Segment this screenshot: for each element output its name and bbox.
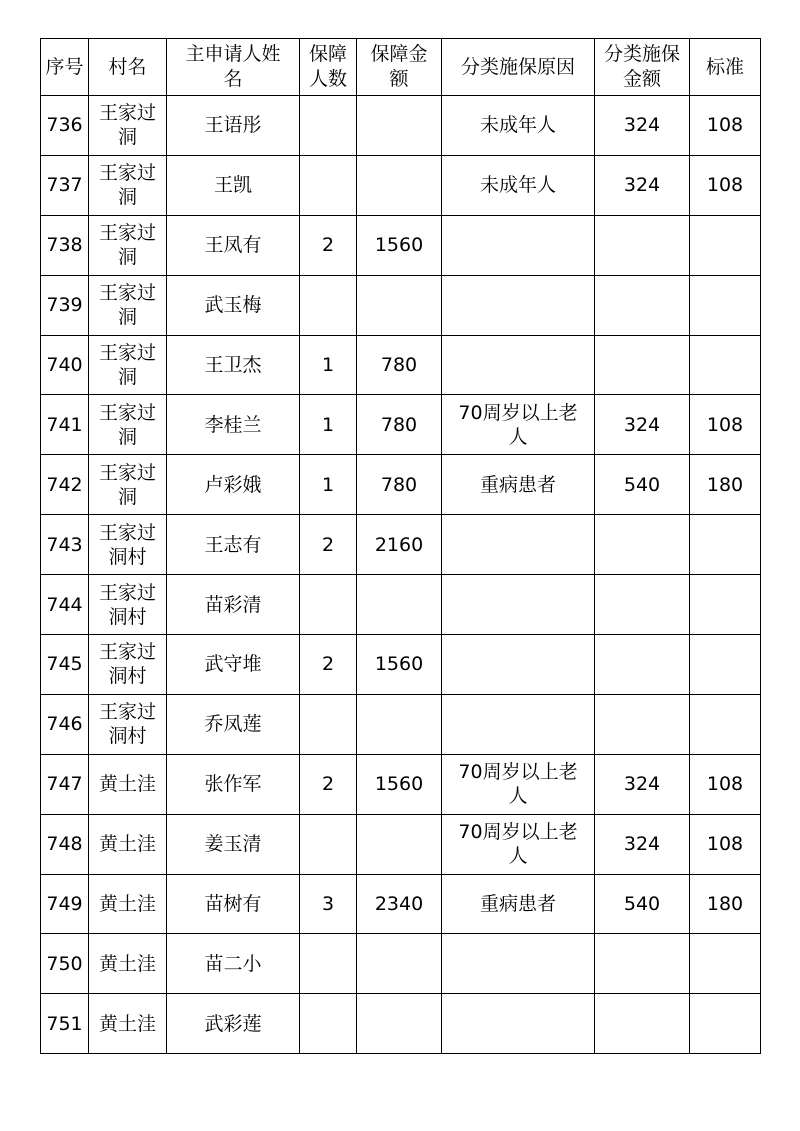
cell-village: 黄土洼	[89, 874, 167, 934]
header-amount: 保障金额	[357, 39, 442, 96]
cell-class-amount	[595, 934, 690, 994]
cell-seq: 750	[41, 934, 89, 994]
cell-persons	[300, 814, 357, 874]
table-row	[41, 335, 761, 395]
cell-amount	[357, 994, 442, 1054]
cell-applicant: 张作军	[167, 754, 300, 814]
cell-village: 王家过洞	[89, 395, 167, 455]
cell-seq: 738	[41, 215, 89, 275]
cell-applicant: 卢彩娥	[167, 455, 300, 515]
cell-applicant: 乔凤莲	[167, 694, 300, 754]
cell-seq: 746	[41, 694, 89, 754]
cell-reason	[442, 275, 595, 335]
header-seq: 序号	[41, 39, 89, 96]
cell-persons: 1	[300, 335, 357, 395]
cell-seq: 749	[41, 874, 89, 934]
table-row	[41, 395, 761, 455]
table-row	[41, 694, 761, 754]
cell-applicant: 王志有	[167, 515, 300, 575]
table-row	[41, 155, 761, 215]
cell-persons: 2	[300, 515, 357, 575]
cell-persons	[300, 694, 357, 754]
header-row	[41, 39, 761, 96]
cell-applicant: 王凤有	[167, 215, 300, 275]
cell-reason: 70周岁以上老人	[442, 754, 595, 814]
cell-seq: 744	[41, 575, 89, 635]
cell-seq: 751	[41, 994, 89, 1054]
table-row	[41, 994, 761, 1054]
cell-standard: 108	[690, 754, 761, 814]
cell-amount: 1560	[357, 754, 442, 814]
cell-standard: 108	[690, 96, 761, 156]
cell-seq: 737	[41, 155, 89, 215]
allowance-table	[40, 38, 761, 1054]
cell-amount: 780	[357, 335, 442, 395]
cell-seq: 740	[41, 335, 89, 395]
cell-applicant: 王语彤	[167, 96, 300, 156]
cell-persons: 1	[300, 395, 357, 455]
cell-seq: 742	[41, 455, 89, 515]
cell-village: 王家过洞	[89, 455, 167, 515]
cell-persons: 2	[300, 754, 357, 814]
cell-village: 黄土洼	[89, 934, 167, 994]
header-village: 村名	[89, 39, 167, 96]
table-row	[41, 275, 761, 335]
cell-applicant: 苗树有	[167, 874, 300, 934]
cell-standard: 108	[690, 814, 761, 874]
cell-persons	[300, 275, 357, 335]
header-standard: 标准	[690, 39, 761, 96]
cell-class-amount	[595, 335, 690, 395]
cell-applicant: 王卫杰	[167, 335, 300, 395]
table-row	[41, 96, 761, 156]
header-applicant: 主申请人姓名	[167, 39, 300, 96]
cell-village: 黄土洼	[89, 814, 167, 874]
cell-amount: 780	[357, 455, 442, 515]
cell-class-amount	[595, 275, 690, 335]
cell-seq: 748	[41, 814, 89, 874]
cell-class-amount	[595, 694, 690, 754]
cell-class-amount: 324	[595, 754, 690, 814]
header-persons: 保障人数	[300, 39, 357, 96]
cell-persons: 3	[300, 874, 357, 934]
cell-amount	[357, 934, 442, 994]
cell-reason: 重病患者	[442, 874, 595, 934]
cell-village: 王家过洞村	[89, 575, 167, 635]
table-row	[41, 814, 761, 874]
cell-seq: 747	[41, 754, 89, 814]
cell-reason: 未成年人	[442, 155, 595, 215]
cell-class-amount: 540	[595, 455, 690, 515]
cell-reason: 70周岁以上老人	[442, 814, 595, 874]
table-row	[41, 215, 761, 275]
table-row	[41, 635, 761, 695]
cell-applicant: 武玉梅	[167, 275, 300, 335]
cell-village: 王家过洞村	[89, 515, 167, 575]
cell-class-amount: 324	[595, 96, 690, 156]
cell-reason	[442, 934, 595, 994]
cell-reason	[442, 575, 595, 635]
cell-amount	[357, 694, 442, 754]
cell-reason: 70周岁以上老人	[442, 395, 595, 455]
cell-standard: 180	[690, 874, 761, 934]
cell-village: 王家过洞村	[89, 635, 167, 695]
cell-persons	[300, 994, 357, 1054]
cell-class-amount	[595, 635, 690, 695]
cell-class-amount	[595, 215, 690, 275]
cell-persons	[300, 96, 357, 156]
cell-amount	[357, 155, 442, 215]
cell-amount	[357, 814, 442, 874]
cell-reason	[442, 694, 595, 754]
cell-persons	[300, 155, 357, 215]
cell-reason: 未成年人	[442, 96, 595, 156]
cell-reason	[442, 635, 595, 695]
header-class-amount: 分类施保金额	[595, 39, 690, 96]
table-row	[41, 754, 761, 814]
cell-class-amount	[595, 994, 690, 1054]
cell-class-amount: 540	[595, 874, 690, 934]
cell-reason	[442, 515, 595, 575]
cell-class-amount	[595, 515, 690, 575]
cell-village: 王家过洞	[89, 275, 167, 335]
cell-persons	[300, 934, 357, 994]
cell-reason	[442, 994, 595, 1054]
cell-applicant: 李桂兰	[167, 395, 300, 455]
cell-amount: 1560	[357, 215, 442, 275]
cell-standard	[690, 275, 761, 335]
cell-standard: 108	[690, 395, 761, 455]
cell-village: 王家过洞	[89, 335, 167, 395]
cell-standard	[690, 635, 761, 695]
cell-village: 王家过洞	[89, 96, 167, 156]
cell-amount: 2340	[357, 874, 442, 934]
cell-class-amount	[595, 575, 690, 635]
cell-village: 黄土洼	[89, 994, 167, 1054]
cell-standard	[690, 994, 761, 1054]
table-row	[41, 455, 761, 515]
cell-applicant: 武彩莲	[167, 994, 300, 1054]
cell-persons	[300, 575, 357, 635]
cell-seq: 741	[41, 395, 89, 455]
cell-applicant: 苗彩清	[167, 575, 300, 635]
table-row	[41, 515, 761, 575]
cell-seq: 736	[41, 96, 89, 156]
table-row	[41, 874, 761, 934]
cell-reason	[442, 215, 595, 275]
table-body	[41, 96, 761, 1054]
table-row	[41, 934, 761, 994]
cell-standard	[690, 694, 761, 754]
header-reason: 分类施保原因	[442, 39, 595, 96]
cell-applicant: 武守堆	[167, 635, 300, 695]
cell-standard	[690, 335, 761, 395]
cell-applicant: 苗二小	[167, 934, 300, 994]
cell-class-amount: 324	[595, 155, 690, 215]
cell-persons: 2	[300, 635, 357, 695]
cell-village: 王家过洞村	[89, 694, 167, 754]
cell-amount	[357, 275, 442, 335]
cell-amount: 1560	[357, 635, 442, 695]
table-row	[41, 575, 761, 635]
cell-seq: 743	[41, 515, 89, 575]
cell-standard	[690, 515, 761, 575]
cell-amount	[357, 575, 442, 635]
cell-persons: 1	[300, 455, 357, 515]
cell-reason	[442, 335, 595, 395]
cell-class-amount: 324	[595, 395, 690, 455]
cell-amount: 780	[357, 395, 442, 455]
cell-village: 黄土洼	[89, 754, 167, 814]
cell-reason: 重病患者	[442, 455, 595, 515]
cell-applicant: 姜玉清	[167, 814, 300, 874]
cell-standard	[690, 934, 761, 994]
cell-amount	[357, 96, 442, 156]
cell-seq: 739	[41, 275, 89, 335]
cell-village: 王家过洞	[89, 155, 167, 215]
cell-standard	[690, 575, 761, 635]
cell-class-amount: 324	[595, 814, 690, 874]
cell-village: 王家过洞	[89, 215, 167, 275]
cell-applicant: 王凯	[167, 155, 300, 215]
cell-standard	[690, 215, 761, 275]
cell-standard: 180	[690, 455, 761, 515]
cell-persons: 2	[300, 215, 357, 275]
cell-standard: 108	[690, 155, 761, 215]
cell-amount: 2160	[357, 515, 442, 575]
cell-seq: 745	[41, 635, 89, 695]
